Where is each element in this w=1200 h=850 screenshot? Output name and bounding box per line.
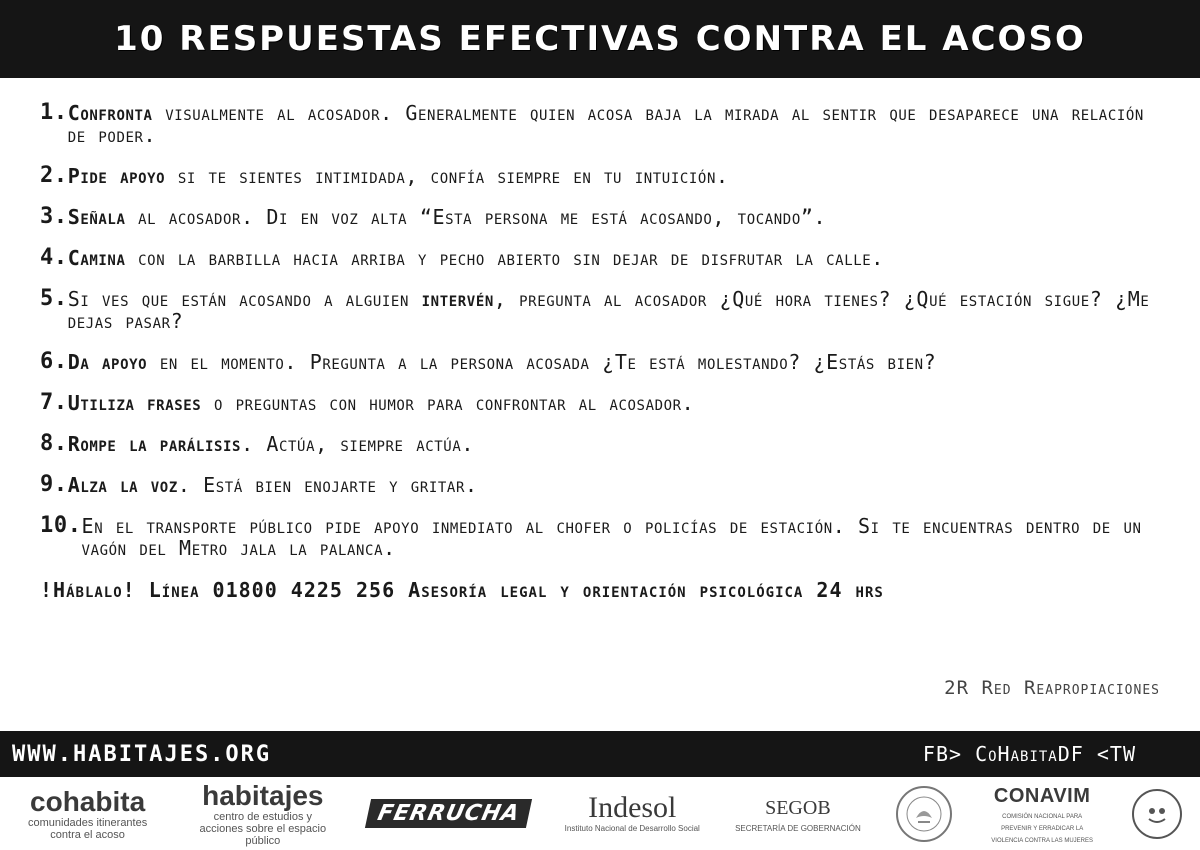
response-item	[40, 474, 1170, 496]
segob-logo	[735, 793, 861, 835]
response-number: 4.	[40, 245, 68, 270]
response-keyword: Señala	[67, 205, 126, 229]
response-number: 2.	[40, 163, 68, 188]
response-text	[68, 474, 1170, 496]
response-keyword: Utiliza frases	[67, 391, 202, 415]
segob-logo-tagline: SECRETARÍA DE GOBERNACIÓN	[735, 823, 861, 833]
response-number: 10.	[40, 513, 82, 538]
habitajes-logo-name: habitajes	[202, 779, 324, 811]
website-link[interactable]: WWW.HABITAJES.ORG	[12, 741, 272, 767]
response-text	[68, 433, 1170, 455]
igualdad-laboral-icon	[1132, 789, 1182, 839]
response-item	[40, 433, 1170, 455]
response-number: 9.	[40, 472, 68, 497]
response-item	[40, 288, 1170, 332]
response-detail: En el transporte público pide apoyo inmediato al chofer o policías de estación. Si te encuentras dentro de un vagón del Metro jala la palanca.	[81, 514, 1142, 560]
conavim-logo-tagline: COMISIÓN NACIONAL PARA PREVENIR Y ERRADICAR LA VIOLENCIA CONTRA LAS MUJERES	[991, 813, 1093, 844]
response-text	[68, 165, 1170, 187]
response-detail: o preguntas con humor para confrontar al acosador.	[201, 391, 695, 415]
conavim-logo-name: CONAVIM	[993, 784, 1091, 807]
indesol-logo	[564, 790, 700, 835]
responses-list	[40, 102, 1170, 602]
mexican-coat-of-arms-icon	[896, 786, 952, 842]
response-text	[82, 515, 1170, 559]
cohabita-logo-name: cohabita	[30, 785, 146, 817]
response-detail: . Está bien enojarte y gritar.	[177, 473, 478, 497]
response-keyword: Alza la voz	[67, 473, 178, 497]
response-detail: en el momento. Pregunta a la persona acosada ¿Te está molestando? ¿Estás bien?	[147, 350, 937, 374]
response-item	[40, 247, 1170, 269]
response-number: 7.	[40, 390, 68, 415]
response-keyword: Da apoyo	[67, 350, 148, 374]
social-handles: FB> CoHabitaDF <TW	[922, 742, 1136, 766]
response-number: 6.	[40, 349, 68, 374]
response-text	[68, 392, 1170, 414]
response-text	[68, 351, 1170, 373]
habitajes-logo-tagline: centro de estudios y acciones sobre el espacio público	[199, 810, 327, 847]
sponsor-logos	[0, 777, 1200, 850]
response-number: 3.	[40, 204, 68, 229]
response-detail: visualmente al acosador. Generalmente quien acosa baja la mirada al sentir que desaparece una relación de poder.	[67, 101, 1144, 147]
cohabita-logo	[18, 787, 158, 841]
hotline-text: !Háblalo! Línea 01800 4225 256 Asesoría legal y orientación psicológica 24 hrs	[40, 578, 884, 602]
response-detail: si te sientes intimidada, confía siempre en tu intuición.	[165, 164, 729, 188]
response-number: 5.	[40, 286, 68, 311]
response-item	[40, 515, 1170, 559]
response-keyword: Rompe la parálisis	[67, 432, 242, 456]
ferrucha-logo-name: FERRUCHA	[365, 799, 533, 828]
indesol-logo-tagline: Instituto Nacional de Desarrollo Social	[564, 823, 700, 833]
response-item	[40, 165, 1170, 187]
habitajes-logo	[193, 781, 333, 847]
response-detail: . Actúa, siempre actúa.	[241, 432, 475, 456]
response-keyword: Confronta	[67, 101, 153, 125]
response-number: 1.	[40, 100, 68, 125]
page-title: 10 RESPUESTAS EFECTIVAS CONTRA EL ACOSO	[114, 19, 1086, 59]
ferrucha-logo	[368, 799, 529, 828]
response-text	[68, 206, 1170, 228]
cohabita-logo-tagline: comunidades itinerantes contra el acoso	[27, 816, 148, 841]
response-text	[68, 288, 1170, 332]
response-text	[68, 247, 1170, 269]
title-bar	[0, 0, 1200, 78]
response-pre: Si ves que están acosando a alguien	[67, 287, 422, 311]
footer-bar	[0, 731, 1200, 777]
conavim-logo	[987, 781, 1097, 847]
response-detail: al acosador. Di en voz alta “Esta persona me está acosando, tocando”.	[125, 205, 827, 229]
response-item	[40, 102, 1170, 146]
response-number: 8.	[40, 431, 68, 456]
response-detail: , pregunta al acosador ¿Qué hora tienes? ¿Qué estación sigue? ¿Me dejas pasar?	[67, 287, 1150, 333]
response-detail: con la barbilla hacia arriba y pecho abierto sin dejar de disfrutar la calle.	[125, 246, 884, 270]
indesol-logo-name: Indesol	[588, 790, 677, 824]
credit-text: 2R Red Reapropiaciones	[944, 677, 1160, 699]
response-keyword: Pide apoyo	[67, 164, 166, 188]
response-item	[40, 351, 1170, 373]
response-keyword: intervén	[421, 287, 494, 311]
response-text	[68, 102, 1170, 146]
response-keyword: Camina	[67, 246, 126, 270]
response-item	[40, 392, 1170, 414]
response-item	[40, 206, 1170, 228]
segob-logo-name: SEGOB	[765, 796, 831, 819]
